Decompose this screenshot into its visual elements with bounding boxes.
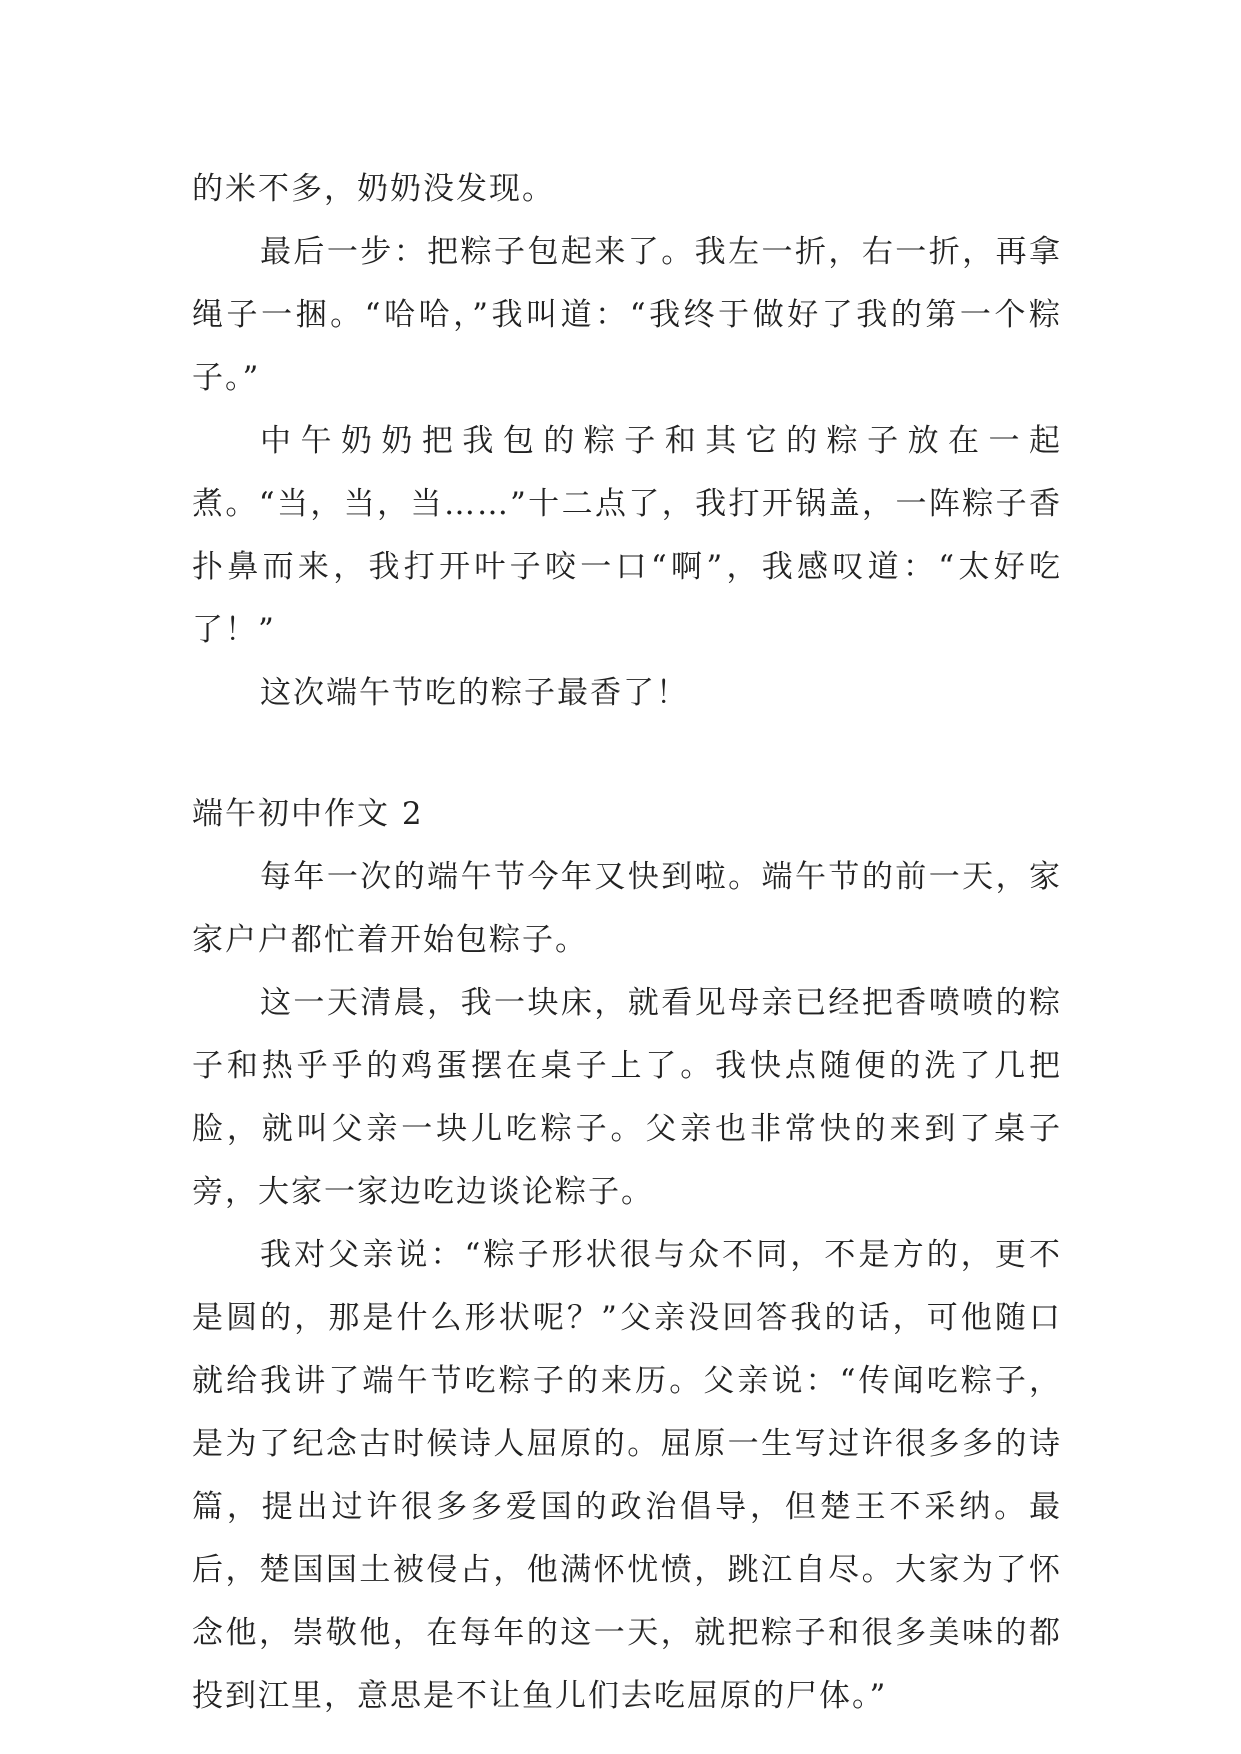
paragraph-cooking: 中午奶奶把我包的粽子和其它的粽子放在一起煮。“当，当，当……”十二点了，我打开锅盖，一阵粽子香扑鼻而来，我打开叶子咬一口“啊”，我感叹道：“太好吃了！” <box>192 423 1062 648</box>
paragraph-conclusion: 这次端午节吃的粽子最香了！ <box>260 675 689 711</box>
paragraph-continuation: 的米不多，奶奶没发现。 <box>192 171 555 207</box>
paragraph-origin-story: 我对父亲说：“粽子形状很与众不同，不是方的，更不是圆的，那是什么形状呢？”父亲没回答我的话，可他随口就给我讲了端午节吃粽子的来历。父亲说：“传闻吃粽子，是为了纪念古时候诗人屈原的。屈原一生写过许很多多的诗篇，提出过许很多多爱国的政治倡导，但楚王不采纳。最后，楚国国土被侵占，他满怀忧愤，跳江自尽。大家为了怀念他，崇敬他，在每年的这一天，就把粽子和很多美味的都投到江里，意思是不让鱼儿们去吃屈原的尸体。” <box>192 1237 1062 1714</box>
paragraph-final-step: 最后一步：把粽子包起来了。我左一折，右一折，再拿绳子一捆。“哈哈，”我叫道：“我终于做好了我的第一个粽子。” <box>192 234 1062 396</box>
paragraph-morning: 这一天清晨，我一块床，就看见母亲已经把香喷喷的粽子和热乎乎的鸡蛋摆在桌子上了。我快点随便的洗了几把脸，就叫父亲一块儿吃粽子。父亲也非常快的来到了桌子旁，大家一家边吃边谈论粽子。 <box>192 985 1062 1210</box>
essay-heading: 端午初中作文 2 <box>192 796 424 832</box>
paragraph-intro: 每年一次的端午节今年又快到啦。端午节的前一天，家家户户都忙着开始包粽子。 <box>192 859 1062 958</box>
document-page <box>192 158 1062 1728</box>
